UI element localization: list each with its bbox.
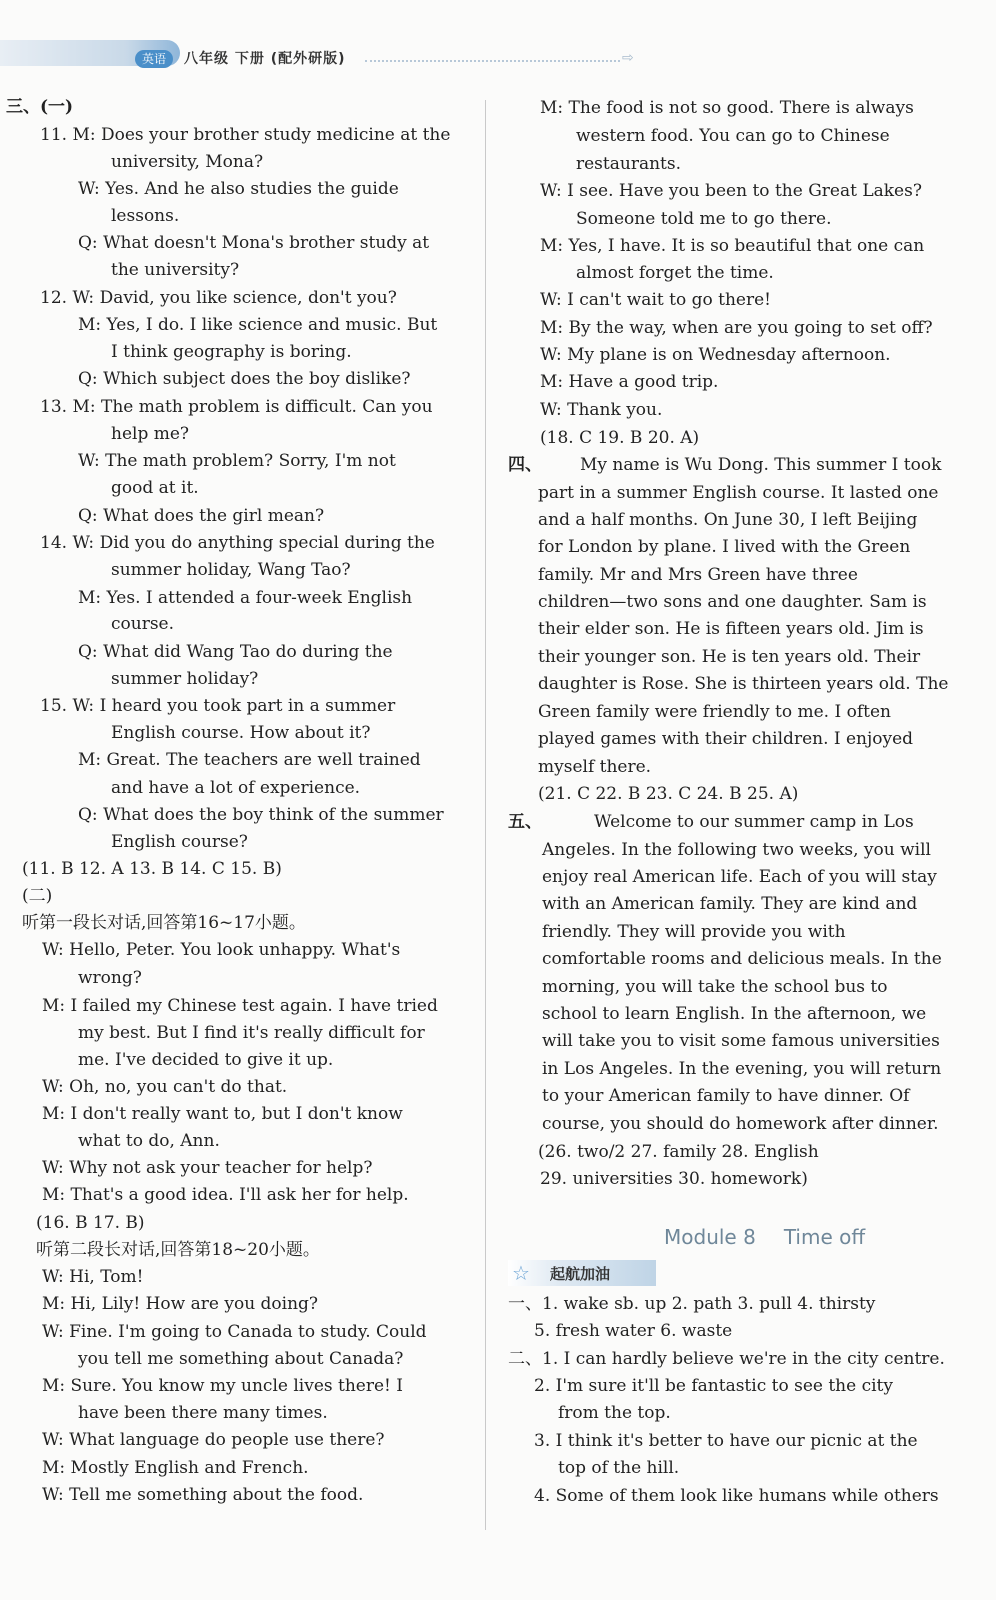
text-line: 11. M: Does your brother study medicine at the: [40, 125, 451, 145]
text-line: M: Hi, Lily! How are you doing?: [42, 1294, 319, 1314]
section-tag-label: 起航加油: [550, 1265, 611, 1283]
text-line: comfortable rooms and delicious meals. In the: [542, 949, 942, 969]
text-line: wrong?: [78, 968, 142, 988]
text-line: help me?: [111, 424, 190, 444]
text-line: what to do, Ann.: [78, 1131, 220, 1151]
text-line: M: I failed my Chinese test again. I have tried: [42, 996, 438, 1016]
module-subtitle: Time off: [783, 1225, 866, 1249]
text-line: Q: What does the boy think of the summer: [78, 805, 444, 825]
text-line: course.: [111, 614, 175, 634]
column-divider: [485, 100, 486, 1530]
text-line: Welcome to our summer camp in Los: [594, 812, 914, 832]
text-line: 2. I'm sure it'll be fantastic to see the city: [534, 1376, 893, 1396]
text-line: family. Mr and Mrs Green have three: [538, 565, 858, 585]
text-line: 二、1. I can hardly believe we're in the city centre.: [508, 1349, 945, 1369]
text-line: Someone told me to go there.: [576, 209, 832, 229]
text-line: M: Great. The teachers are well trained: [78, 750, 421, 770]
text-line: my best. But I find it's really difficult for: [78, 1023, 425, 1043]
text-line: 13. M: The math problem is difficult. Can you: [40, 397, 433, 417]
text-line: daughter is Rose. She is thirteen years old. The: [538, 674, 949, 694]
text-line: have been there many times.: [78, 1403, 328, 1423]
text-line: W: Fine. I'm going to Canada to study. Could: [42, 1322, 427, 1342]
text-line: school to learn English. In the afternoon, we: [542, 1004, 927, 1024]
text-line: to your American family to have dinner. Of: [542, 1086, 910, 1106]
text-line: W: Why not ask your teacher for help?: [42, 1158, 373, 1178]
text-line: M: I don't really want to, but I don't know: [42, 1104, 403, 1124]
text-line: for London by plane. I lived with the Green: [538, 537, 911, 557]
text-line: children—two sons and one daughter. Sam is: [538, 592, 927, 612]
text-line: good at it.: [111, 478, 199, 498]
text-line: almost forget the time.: [576, 263, 774, 283]
module-number: Module 8: [664, 1225, 756, 1249]
text-line: M: Sure. You know my uncle lives there! I: [42, 1376, 403, 1396]
text-line: university, Mona?: [111, 152, 264, 172]
text-line: and a half months. On June 30, I left Beijing: [538, 510, 918, 530]
text-line: (18. C 19. B 20. A): [540, 428, 700, 448]
text-line: 一、1. wake sb. up 2. path 3. pull 4. thirsty: [508, 1294, 876, 1314]
text-line: part in a summer English course. It lasted one: [538, 483, 939, 503]
text-line: M: By the way, when are you going to set off?: [540, 318, 933, 338]
text-line: the university?: [111, 260, 240, 280]
grade-text: 八年级 下册 (配外研版): [184, 51, 346, 67]
text-line: restaurants.: [576, 154, 681, 174]
text-line: 12. W: David, you like science, don't you?: [40, 288, 397, 308]
text-line: (二): [22, 886, 53, 906]
text-line: and have a lot of experience.: [111, 778, 361, 798]
text-line: 3. I think it's better to have our picnic at the: [534, 1431, 918, 1451]
text-line: enjoy real American life. Each of you will stay: [542, 867, 937, 887]
text-line: English course. How about it?: [111, 723, 371, 743]
text-line: My name is Wu Dong. This summer I took: [580, 455, 942, 475]
page-header: [0, 0, 996, 80]
text-line: in Los Angeles. In the evening, you will return: [542, 1059, 942, 1079]
text-line: W: I can't wait to go there!: [540, 290, 771, 310]
text-line: M: Yes. I attended a four-week English: [78, 588, 413, 608]
text-line: lessons.: [111, 206, 180, 226]
text-line: (11. B 12. A 13. B 14. C 15. B): [22, 859, 282, 879]
text-line: course, you should do homework after dinner.: [542, 1114, 939, 1134]
text-line: W: Hi, Tom!: [42, 1267, 144, 1287]
text-line: from the top.: [558, 1403, 671, 1423]
text-line: W: Oh, no, you can't do that.: [42, 1077, 288, 1097]
text-line: I think geography is boring.: [111, 342, 352, 362]
text-line: played games with their children. I enjoyed: [538, 729, 914, 749]
text-line: 29. universities 30. homework): [540, 1169, 808, 1189]
text-line: M: Mostly English and French.: [42, 1458, 309, 1478]
text-line: morning, you will take the school bus to: [542, 977, 888, 997]
text-line: W: Yes. And he also studies the guide: [78, 179, 399, 199]
text-line: 5. fresh water 6. waste: [534, 1321, 733, 1341]
text-line: 听第一段长对话,回答第16~17小题。: [22, 913, 306, 933]
text-line: summer holiday, Wang Tao?: [111, 560, 351, 580]
text-line: M: That's a good idea. I'll ask her for help.: [42, 1185, 409, 1205]
text-line: W: My plane is on Wednesday afternoon.: [540, 345, 891, 365]
section-tag: [508, 1260, 656, 1286]
text-line: 五、: [508, 812, 542, 832]
text-line: their younger son. He is ten years old. Their: [538, 647, 921, 667]
text-line: you tell me something about Canada?: [78, 1349, 404, 1369]
text-line: (16. B 17. B): [36, 1213, 145, 1233]
text-line: W: What language do people use there?: [42, 1430, 385, 1450]
text-line: W: The math problem? Sorry, I'm not: [78, 451, 396, 471]
text-line: (21. C 22. B 23. C 24. B 25. A): [538, 784, 799, 804]
text-line: Q: What does the girl mean?: [78, 506, 325, 526]
text-line: W: Tell me something about the food.: [42, 1485, 364, 1505]
module-heading: [664, 1225, 865, 1249]
text-line: Green family were friendly to me. I often: [538, 702, 891, 722]
arrow-right-icon: ⇨: [622, 50, 634, 66]
text-line: 4. Some of them look like humans while others: [534, 1486, 939, 1506]
text-line: M: Yes, I have. It is so beautiful that one can: [540, 236, 925, 256]
text-line: Q: What doesn't Mona's brother study at: [78, 233, 430, 253]
text-line: their elder son. He is fifteen years old. Jim is: [538, 619, 924, 639]
star-icon: ☆: [512, 1261, 530, 1285]
text-line: friendly. They will provide you with: [542, 922, 846, 942]
text-line: will take you to visit some famous universities: [542, 1031, 940, 1051]
text-line: (26. two/2 27. family 28. English: [538, 1142, 819, 1162]
text-line: western food. You can go to Chinese: [576, 126, 890, 146]
text-line: 听第二段长对话,回答第18~20小题。: [36, 1240, 320, 1260]
text-line: 15. W: I heard you took part in a summer: [40, 696, 396, 716]
text-line: Q: What did Wang Tao do during the: [78, 642, 393, 662]
text-line: 14. W: Did you do anything special during the: [40, 533, 435, 553]
text-line: W: Hello, Peter. You look unhappy. What's: [42, 940, 401, 960]
text-line: myself there.: [538, 757, 652, 777]
text-line: M: Yes, I do. I like science and music. But: [78, 315, 438, 335]
text-line: top of the hill.: [558, 1458, 680, 1478]
text-line: me. I've decided to give it up.: [78, 1050, 334, 1070]
text-line: Angeles. In the following two weeks, you will: [542, 840, 931, 860]
header-dotted-line: [365, 60, 620, 62]
text-line: M: Have a good trip.: [540, 372, 719, 392]
text-line: 三、(一): [6, 97, 74, 117]
text-line: W: I see. Have you been to the Great Lakes?: [540, 181, 922, 201]
text-line: English course?: [111, 832, 248, 852]
text-line: Q: Which subject does the boy dislike?: [78, 369, 411, 389]
text-line: with an American family. They are kind and: [542, 894, 918, 914]
text-line: W: Thank you.: [540, 400, 663, 420]
subject-badge: 英语: [135, 50, 173, 68]
text-line: 四、: [508, 455, 542, 475]
text-line: M: The food is not so good. There is always: [540, 98, 914, 118]
text-line: summer holiday?: [111, 669, 259, 689]
